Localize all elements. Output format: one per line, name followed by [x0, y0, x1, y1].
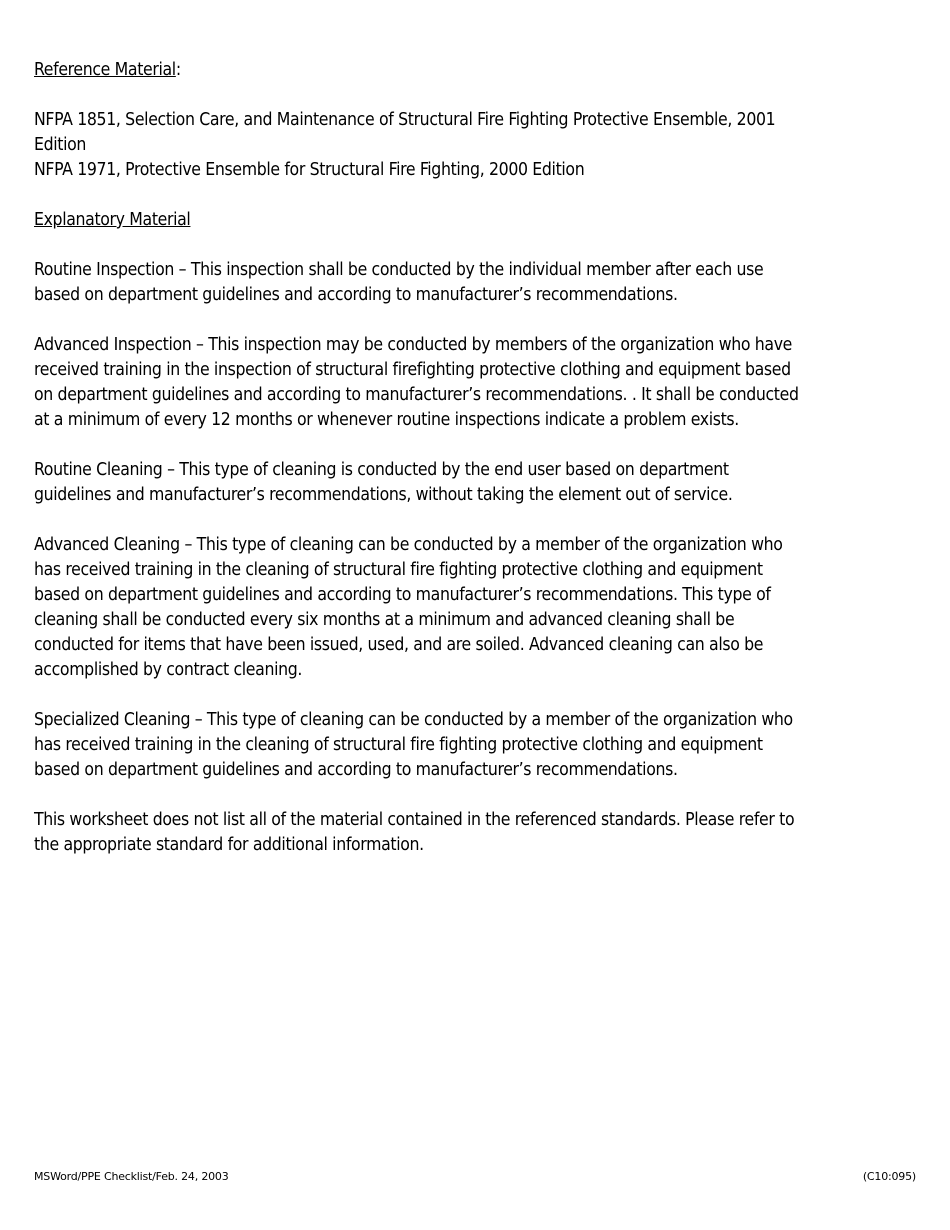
explanatory-heading-text: Explanatory Material [34, 210, 191, 230]
paragraph-specialized-cleaning [34, 708, 920, 783]
paragraph-line: Advanced Cleaning – This type of cleaning can be conducted by a member of the organization who [34, 535, 783, 555]
paragraph-routine-cleaning [34, 458, 920, 508]
reference-heading [34, 58, 920, 83]
paragraph-line: has received training in the cleaning of structural fire fighting protective clothing and equipment [34, 560, 763, 580]
paragraph-line: the appropriate standard for additional information. [34, 835, 424, 855]
paragraph-line: Advanced Inspection – This inspection may be conducted by members of the organization who have [34, 335, 793, 355]
reference-list [34, 108, 920, 183]
document-body [34, 58, 920, 883]
paragraph-line: based on department guidelines and according to manufacturer’s recommendations. [34, 760, 678, 780]
reference-section [34, 58, 920, 83]
explanatory-heading [34, 208, 920, 233]
paragraph-advanced-cleaning [34, 533, 920, 683]
paragraph-line: based on department guidelines and according to manufacturer’s recommendations. [34, 285, 678, 305]
reference-line: Edition [34, 135, 87, 155]
footer-document-info: MSWord/PPE Checklist/Feb. 24, 2003 [34, 1170, 229, 1183]
paragraph-advanced-inspection [34, 333, 920, 433]
reference-line: NFPA 1851, Selection Care, and Maintenance of Structural Fire Fighting Protective Ensemble, 2001 [34, 110, 776, 130]
paragraph-worksheet-note [34, 808, 920, 858]
paragraph-line: based on department guidelines and according to manufacturer’s recommendations. This type of [34, 585, 771, 605]
paragraph-line: accomplished by contract cleaning. [34, 660, 303, 680]
reference-line: NFPA 1971, Protective Ensemble for Structural Fire Fighting, 2000 Edition [34, 160, 585, 180]
paragraph-line: cleaning shall be conducted every six months at a minimum and advanced cleaning shall be [34, 610, 735, 630]
paragraph-routine-inspection [34, 258, 920, 308]
paragraph-line: conducted for items that have been issued, used, and are soiled. Advanced cleaning can also be [34, 635, 764, 655]
footer-page-code: (C10:095) [862, 1170, 916, 1183]
paragraph-line: Routine Inspection – This inspection shall be conducted by the individual member after each use [34, 260, 764, 280]
paragraph-line: This worksheet does not list all of the material contained in the referenced standards. Please refer to [34, 810, 795, 830]
explanatory-section [34, 208, 920, 233]
reference-heading-text: Reference Material [34, 60, 176, 80]
reference-heading-colon: : [175, 60, 181, 80]
paragraph-line: has received training in the cleaning of structural fire fighting protective clothing and equipment [34, 735, 763, 755]
paragraph-line: Specialized Cleaning – This type of cleaning can be conducted by a member of the organization who [34, 710, 793, 730]
paragraph-line: guidelines and manufacturer’s recommendations, without taking the element out of service. [34, 485, 733, 505]
paragraph-line: Routine Cleaning – This type of cleaning is conducted by the end user based on department [34, 460, 729, 480]
paragraph-line: on department guidelines and according to manufacturer’s recommendations. . It shall be conducted [34, 385, 799, 405]
paragraph-line: received training in the inspection of structural firefighting protective clothing and equipment based [34, 360, 791, 380]
paragraph-line: at a minimum of every 12 months or whenever routine inspections indicate a problem exists. [34, 410, 739, 430]
